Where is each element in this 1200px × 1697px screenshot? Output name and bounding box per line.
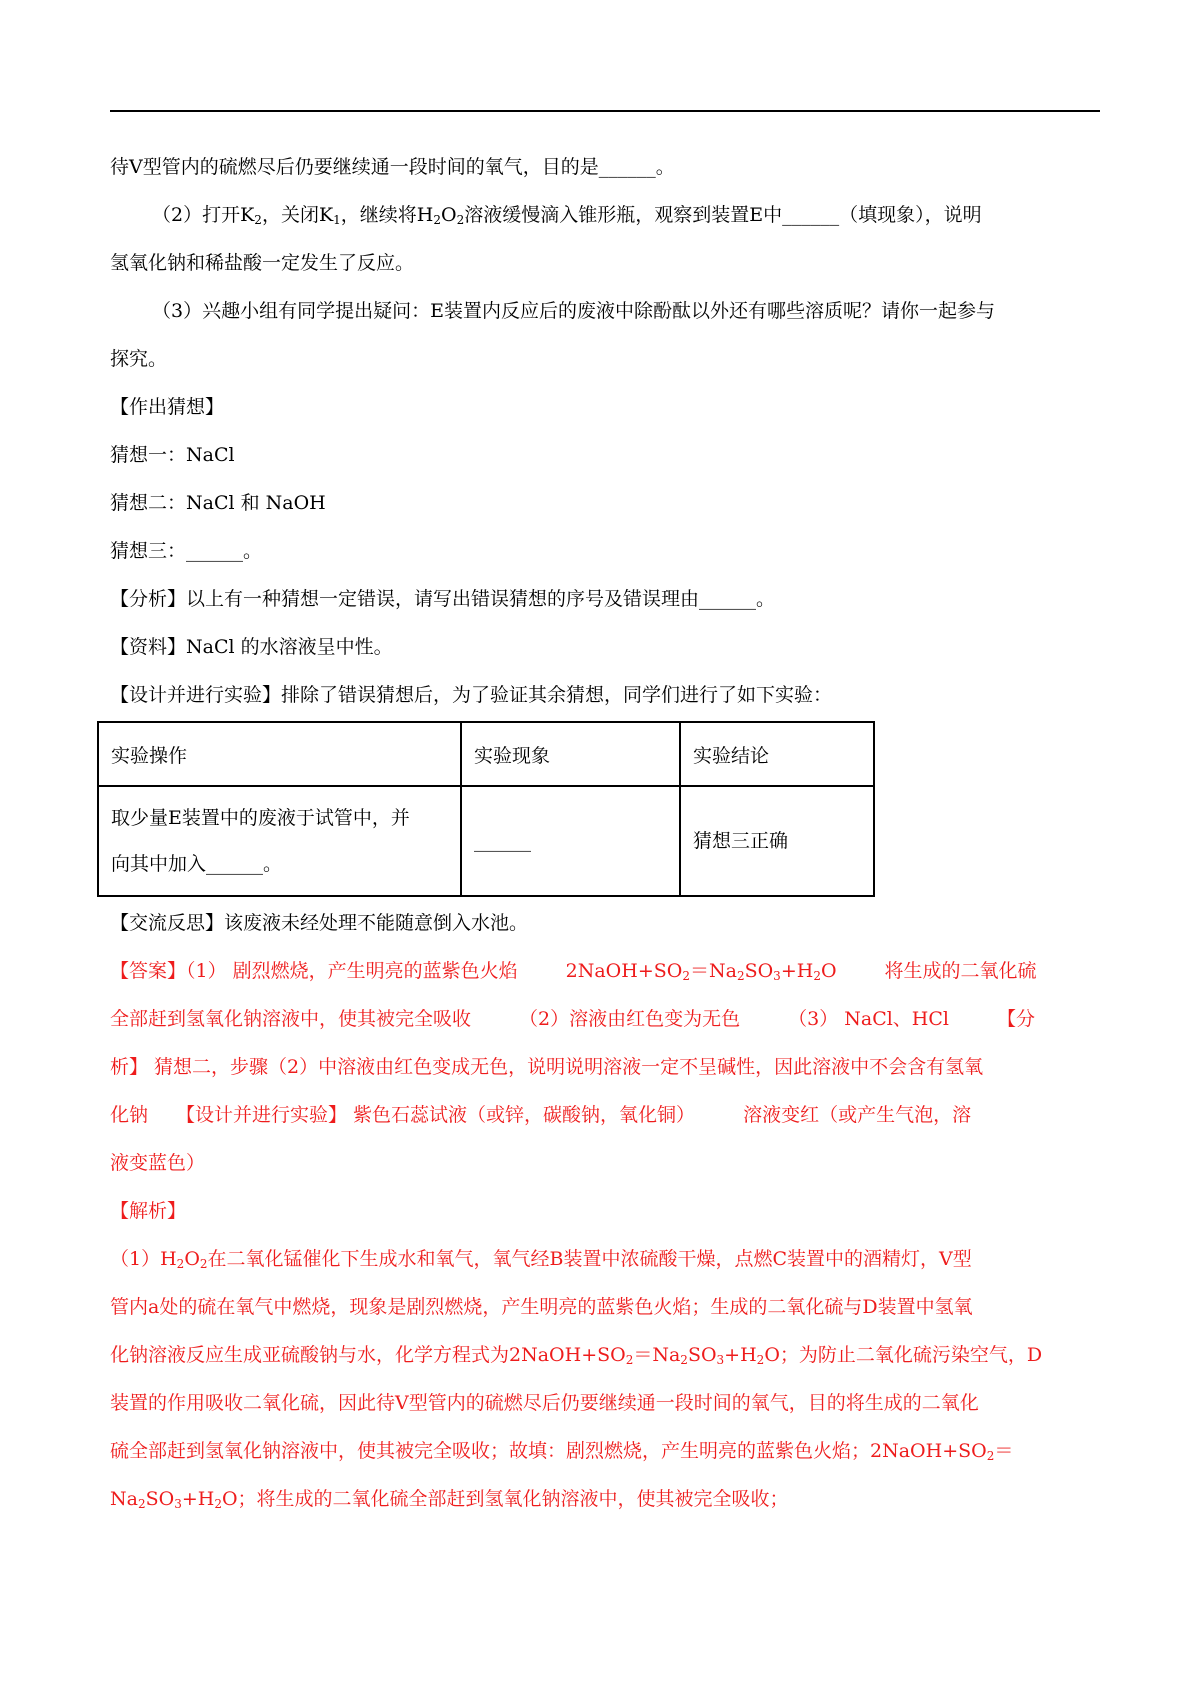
answer-block: [110, 947, 1100, 1523]
analysis-line: 管内a处的硫在氧气中燃烧，现象是剧烈燃烧，产生明亮的蓝紫色火焰；生成的二氧化硫与D装置中氢氧: [110, 1296, 973, 1318]
experiment-table: [97, 721, 875, 897]
hypothesis-2: 猜想二：NaCl 和 NaOH: [110, 492, 326, 514]
table-cell: 取少量E装置中的废液于试管中，并 向其中加入______。: [98, 786, 461, 896]
table-cell: 猜想三正确: [680, 786, 874, 896]
question-part-2: （2）打开$K_2$，关闭$K_1$，继续将$H_2O_2$溶液缓慢滴入锥形瓶，观察到装置E中______（填现象），说明: [152, 204, 982, 227]
table-header-row: [98, 722, 874, 786]
answer-line: 【答案】（1） 剧烈燃烧，产生明亮的蓝紫色火焰 $2NaOH+SO_2=Na_2SO_3+H_2O$ 将生成的二氧化硫: [110, 960, 1037, 983]
question-line: 氢氧化钠和稀盐酸一定发生了反应。: [110, 252, 415, 274]
analysis-line: 装置的作用吸收二氧化硫，因此待V型管内的硫燃尽后仍要继续通一段时间的氧气，目的将生成的二氧化: [110, 1392, 979, 1414]
analysis-line: 硫全部赶到氢氧化钠溶液中，使其被完全吸收；故填：剧烈燃烧，产生明亮的蓝紫色火焰；$2NaOH+SO_2=$: [110, 1440, 1014, 1463]
question-line: 探究。: [110, 348, 168, 370]
analysis-line: $(1)H_2O_2$在二氧化锰催化下生成水和氧气，氧气经B装置中浓硫酸干燥，点燃C装置中的酒精灯，V型: [110, 1248, 972, 1271]
question-part-3: （3）兴趣小组有同学提出疑问：E装置内反应后的废液中除酚酞以外还有哪些溶质呢？请你一起参与: [152, 300, 995, 322]
answer-line: 化钠 【设计并进行实验】 紫色石蕊试液（或锌，碳酸钠，氧化铜） 溶液变红（或产生气泡，溶: [110, 1104, 972, 1126]
question-line: 待V型管内的硫燃尽后仍要继续通一段时间的氧气，目的是______。: [110, 156, 675, 178]
table-cell: ______: [461, 786, 680, 896]
analysis-line: $Na_2SO_3+H_2O$；将生成的二氧化硫全部赶到氢氧化钠溶液中，使其被完全吸收；: [110, 1488, 789, 1511]
analysis-line: 化钠溶液反应生成亚硫酸钠与水，化学方程式为$2NaOH+SO_2=Na_2SO_3+H_2O$；为防止二氧化硫污染空气，D: [110, 1344, 1043, 1367]
experiment-intro: 【设计并进行实验】排除了错误猜想后，为了验证其余猜想，同学们进行了如下实验：: [110, 684, 833, 706]
table-header-cell: 实验操作: [98, 722, 461, 786]
reflection-note: 【交流反思】该废液未经处理不能随意倒入水池。: [110, 912, 529, 934]
material-note: 【资料】NaCl 的水溶液呈中性。: [110, 636, 393, 658]
document-page: [110, 143, 1100, 1523]
header-rule: [110, 110, 1100, 112]
hypothesis-3: 猜想三：______。: [110, 540, 263, 562]
answer-line: 析】 猜想二，步骤（2）中溶液由红色变成无色，说明说明溶液一定不呈碱性，因此溶液中不会含有氢氧: [110, 1056, 984, 1078]
hypothesis-1: 猜想一：NaCl: [110, 444, 235, 466]
answer-line: 液变蓝色）: [110, 1152, 206, 1174]
section-heading: 【作出猜想】: [110, 396, 225, 418]
answer-line: 全部赶到氢氧化钠溶液中，使其被完全吸收 （2）溶液由红色变为无色 （3） NaCl、HCl 【分: [110, 1008, 1036, 1030]
analysis-title: 【解析】: [110, 1200, 187, 1222]
table-header-cell: 实验现象: [461, 722, 680, 786]
analysis-prompt: 【分析】以上有一种猜想一定错误，请写出错误猜想的序号及错误理由______。: [110, 588, 776, 610]
table-header-cell: 实验结论: [680, 722, 874, 786]
table-row: [98, 786, 874, 896]
